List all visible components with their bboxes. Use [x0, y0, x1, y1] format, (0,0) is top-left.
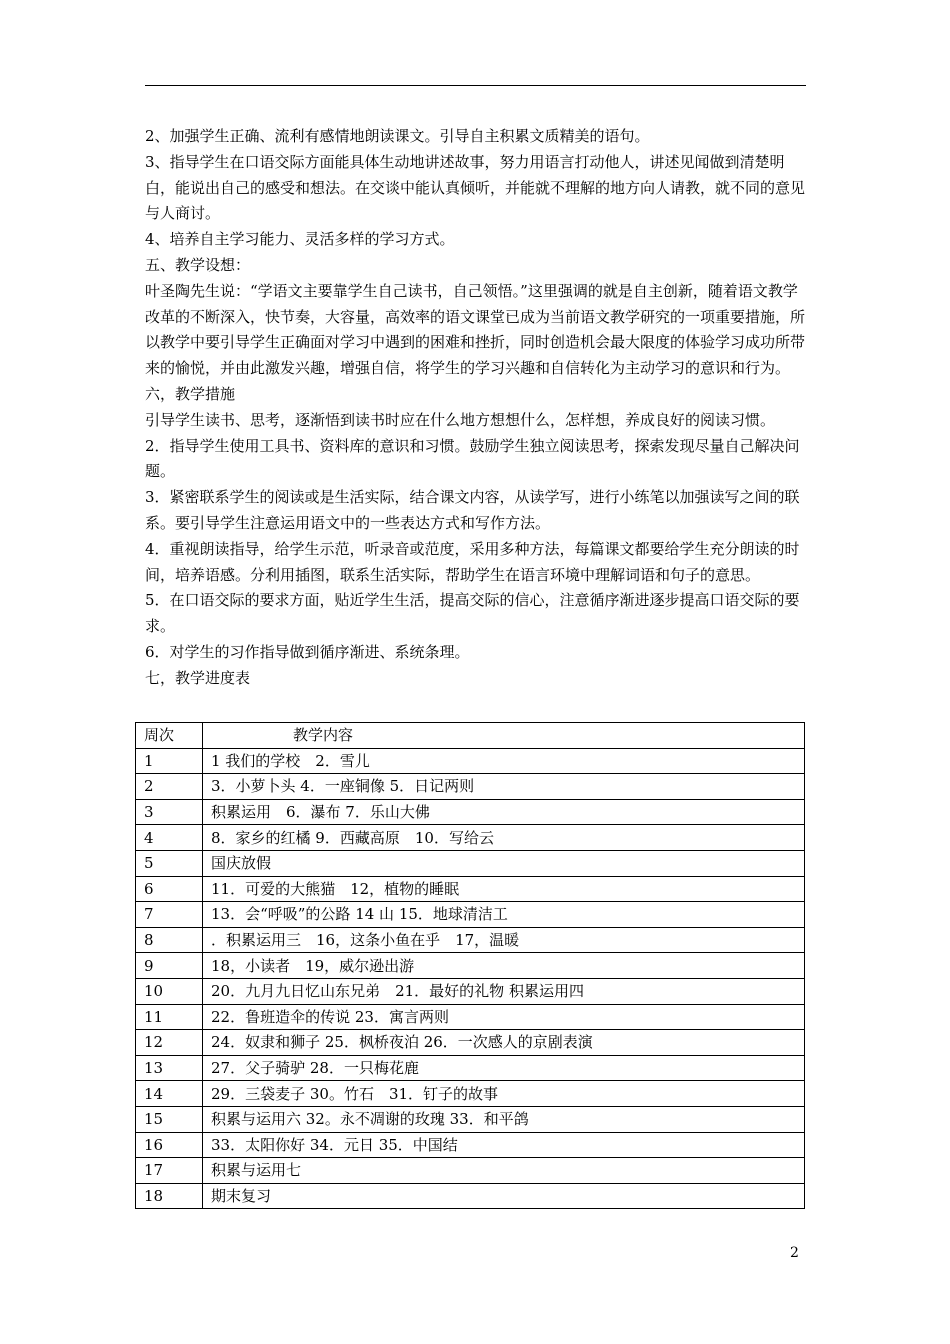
paragraph: 6．对学生的习作指导做到循序渐进、系统条理。	[145, 642, 470, 661]
week-cell: 13	[136, 1055, 203, 1081]
table-row	[136, 978, 805, 1004]
paragraph: 5．在口语交际的要求方面，贴近学生生活，提高交际的信心，注意循序渐进逐步提高口语交际的要求。	[145, 591, 800, 636]
table-row	[136, 825, 805, 851]
table-row	[136, 748, 805, 774]
schedule-table	[135, 722, 805, 1209]
table-row	[136, 1106, 805, 1132]
content-cell: 积累运用 6．瀑布 7．乐山大佛	[203, 799, 805, 825]
week-cell: 16	[136, 1132, 203, 1158]
header-rule	[145, 85, 806, 86]
paragraph: 4．重视朗读指导，给学生示范，听录音或范度，采用多种方法，每篇课文都要给学生充分朗读的时间，培养语感。分利用插图，联系生活实际，帮助学生在语言环境中理解词语和句子的意思。	[145, 539, 800, 584]
content-cell: 国庆放假	[203, 850, 805, 876]
paragraph: 2．指导学生使用工具书、资料库的意识和习惯。鼓励学生独立阅读思考，探索发现尽量自己解决问题。	[145, 436, 800, 481]
content-cell: 22．鲁班造伞的传说 23．寓言两则	[203, 1004, 805, 1030]
content-cell: 33．太阳你好 34．元日 35．中国结	[203, 1132, 805, 1158]
week-cell: 14	[136, 1081, 203, 1107]
content-cell: 20．九月九日忆山东兄弟 21．最好的礼物 积累运用四	[203, 978, 805, 1004]
paragraph: 2、加强学生正确、流利有感情地朗读课文。引导自主积累文质精美的语句。	[145, 127, 650, 145]
page-number: 2	[790, 1245, 799, 1261]
table-row	[136, 1158, 805, 1184]
content-cell: 24．奴隶和狮子 25．枫桥夜泊 26．一次感人的京剧表演	[203, 1030, 805, 1056]
document-body	[145, 124, 810, 692]
week-cell: 8	[136, 927, 203, 953]
table-row	[136, 953, 805, 979]
content-cell: 积累与运用七	[203, 1158, 805, 1184]
table-row	[136, 850, 805, 876]
content-cell: 期末复习	[203, 1183, 805, 1209]
paragraph: 叶圣陶先生说：“学语文主要靠学生自己读书，自己领悟。”这里强调的就是自主创新，随着语文教学改革的不断深入，快节奏，大容量，高效率的语文课堂已成为当前语文教学研究的一项重要措施，所以教学中要引导学生正确面对学习中遇到的困难和挫折，同时创造机会最大限度的体验学习成功所带来的愉悦，并由此激发兴趣，增强自信，将学生的学习兴趣和自信转化为主动学习的意识和行为。	[145, 281, 806, 378]
content-cell: 27．父子骑驴 28．一只梅花鹿	[203, 1055, 805, 1081]
week-cell: 9	[136, 953, 203, 979]
paragraph: 4、培养自主学习能力、灵活多样的学习方式。	[145, 230, 455, 249]
table-row	[136, 1030, 805, 1056]
content-cell: 29．三袋麦子 30。竹石 31．钉子的故事	[203, 1081, 805, 1107]
section-heading: 五、教学设想：	[145, 255, 251, 274]
paragraph: 引导学生读书、思考，逐渐悟到读书时应在什么地方想想什么，怎样想，养成良好的阅读习惯。	[145, 410, 776, 429]
week-cell: 11	[136, 1004, 203, 1030]
table-row	[136, 1055, 805, 1081]
column-header-week: 周次	[136, 723, 203, 749]
week-cell: 12	[136, 1030, 203, 1056]
content-cell: 11．可爱的大熊猫 12，植物的睡眠	[203, 876, 805, 902]
section-heading: 七，教学进度表	[145, 668, 251, 687]
week-cell: 6	[136, 876, 203, 902]
paragraph: 3．紧密联系学生的阅读或是生活实际，结合课文内容，从读学写，进行小练笔以加强读写之间的联系。要引导学生注意运用语文中的一些表达方式和写作方法。	[145, 488, 800, 532]
week-cell: 10	[136, 978, 203, 1004]
paragraph: 3、指导学生在口语交际方面能具体生动地讲述故事，努力用语言打动他人，讲述见闻做到清楚明白，能说出自己的感受和想法。在交谈中能认真倾听，并能就不理解的地方向人请教，就不同的意见与人商讨。	[145, 152, 806, 223]
week-cell: 4	[136, 825, 203, 851]
week-cell: 15	[136, 1106, 203, 1132]
content-cell: 8．家乡的红橘 9．西藏高原 10．写给云	[203, 825, 805, 851]
section-heading: 六，教学措施	[145, 384, 236, 403]
week-cell: 2	[136, 774, 203, 800]
week-cell: 18	[136, 1183, 203, 1209]
table-row	[136, 799, 805, 825]
week-cell: 1	[136, 748, 203, 774]
table-header-row	[136, 723, 805, 749]
week-cell: 7	[136, 902, 203, 928]
content-cell: 18，小读者 19，威尔逊出游	[203, 953, 805, 979]
table-row	[136, 1132, 805, 1158]
table-row	[136, 1183, 805, 1209]
week-cell: 5	[136, 850, 203, 876]
content-cell: 1 我们的学校 2．雪儿	[203, 748, 805, 774]
table-row	[136, 774, 805, 800]
week-cell: 17	[136, 1158, 203, 1184]
table-row	[136, 1081, 805, 1107]
content-cell: 3．小萝卜头 4．一座铜像 5．日记两则	[203, 774, 805, 800]
content-cell: 13．会“呼吸”的公路 14 山 15．地球清洁工	[203, 902, 805, 928]
table-row	[136, 927, 805, 953]
table-row	[136, 876, 805, 902]
table-row	[136, 1004, 805, 1030]
table-row	[136, 902, 805, 928]
column-header-content: 教学内容	[203, 723, 805, 749]
content-cell: ．积累运用三 16，这条小鱼在乎 17，温暖	[203, 927, 805, 953]
content-cell: 积累与运用六 32。永不凋谢的玫瑰 33．和平鸽	[203, 1106, 805, 1132]
week-cell: 3	[136, 799, 203, 825]
